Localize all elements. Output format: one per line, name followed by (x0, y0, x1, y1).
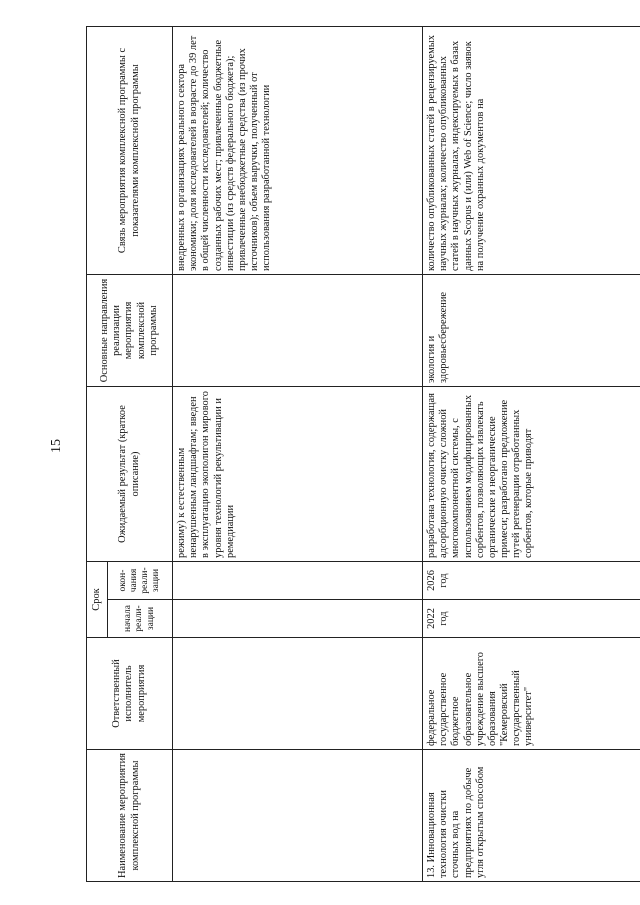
page-number: 15 (49, 439, 64, 453)
header-name: Наименование мероприятия комплексной программы (87, 750, 173, 882)
rotated-table-container (86, 27, 640, 882)
row1-executor (173, 638, 423, 750)
row1-direction (173, 275, 423, 387)
row2-link: количество опубликованных статей в рецензируемых научных журналах; количество опубликованных статей в научных журналах, индексируемых в базах данных Scopus и (или) Web of Science; число заявок на получение охранных документов на (423, 27, 640, 275)
row2-start: 2022 год (423, 600, 640, 638)
header-executor: Ответственный исполнитель мероприятия (87, 638, 173, 750)
header-start: начала реали-зации (108, 600, 173, 638)
table-row (173, 27, 423, 882)
header-result: Ожидаемый результат (краткое описание) (87, 387, 173, 562)
header-row (87, 27, 108, 882)
row2-direction: экология и здоровьесбережение (423, 275, 640, 387)
row2-executor: федеральное государственное бюджетное образовательное учреждение высшего образования "Кемеровский государственный университет" (423, 638, 640, 750)
header-link: Связь мероприятия комплексной программы с показателями комплексной программы (87, 27, 173, 275)
header-term: Срок (87, 562, 108, 638)
row1-end (173, 562, 423, 600)
row1-link: внедренных в организациях реального сектора экономики; доля исследователей в возрасте до 39 лет в общей численности исследователей; количество созданных рабочих мест; привлеченные бюджетные инвестиции (из средств федерального бюджета); привлеченные внебюджетные средства (из прочих источников); объем выручки, полученный от использования разработанной технологии (173, 27, 423, 275)
row2-end: 2026 год (423, 562, 640, 600)
row2-name: 13. Инновационная технология очистки сточных вод на предприятиях по добыче угля открытым способом (423, 750, 640, 882)
row1-result: режиму) к естественным ненарушенным ландшафтам; введен в эксплуатацию экополигон мирового уровня технологий рекультивации и ремедиации (173, 387, 423, 562)
program-table (86, 26, 640, 882)
row1-name (173, 750, 423, 882)
row1-start (173, 600, 423, 638)
row2-result: разработана технология, содержащая адсорбционную очистку сложной многокомпонентной системы, с использованием модифицированных сорбентов, позволяющих извлекать органические и неорганические примеси; разработано предложение путей регенерации отработанных сорбентов, которые приводят (423, 387, 640, 562)
table-row (423, 27, 640, 882)
header-end: окон-чания реали-зации (108, 562, 173, 600)
header-direction: Основные направления реализации мероприятия комплексной программы (87, 275, 173, 387)
